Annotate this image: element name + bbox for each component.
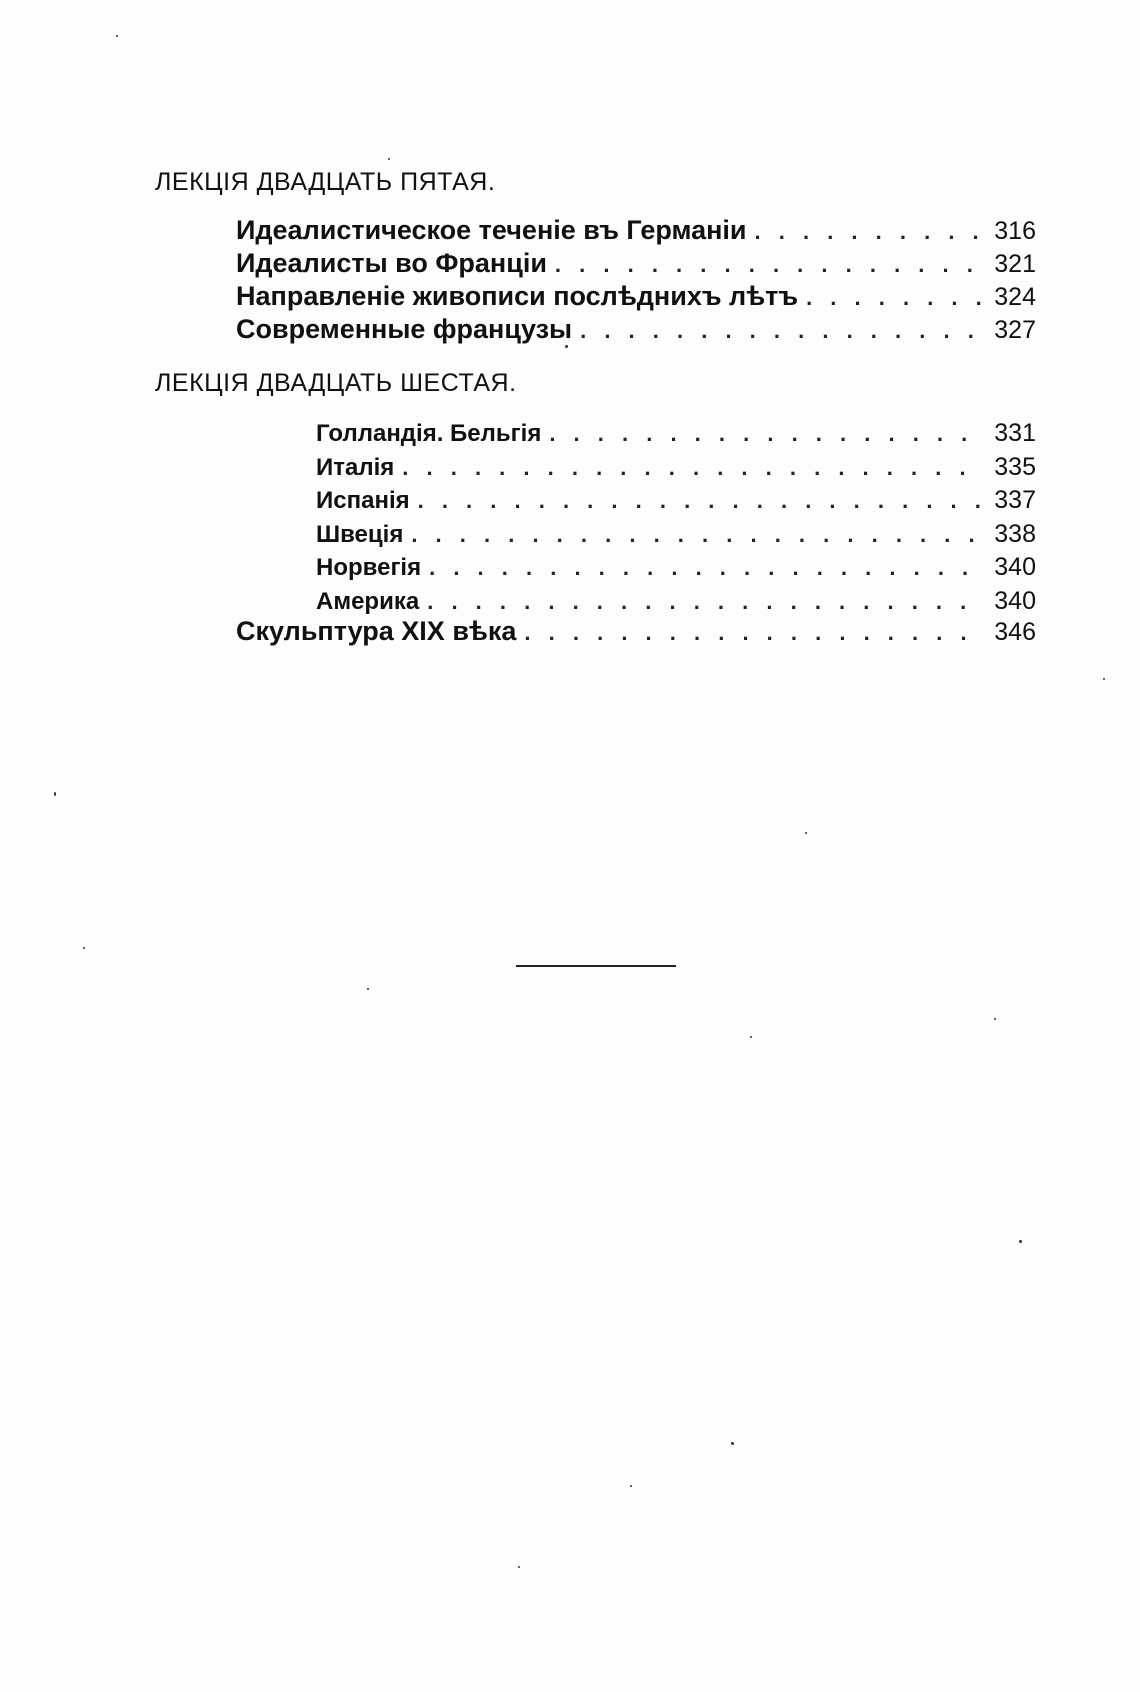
- toc-entry-page: 335: [994, 453, 1036, 481]
- scan-speck: [731, 1442, 734, 1445]
- dot-leader: [755, 219, 984, 245]
- toc-entry-title: Испанія: [316, 487, 410, 514]
- dot-leader: [555, 252, 984, 278]
- toc-entry: [316, 419, 1036, 448]
- scan-speck: [994, 1018, 996, 1020]
- toc-entry-title: Швеція: [316, 521, 404, 548]
- toc-entry: [316, 587, 1036, 616]
- toc-entry: [236, 215, 1036, 246]
- lecture-heading: ЛЕКЦІЯ ДВАДЦАТЬ ПЯТАЯ.: [155, 168, 496, 196]
- scan-speck: [83, 947, 85, 949]
- toc-entry-page: 346: [994, 618, 1036, 646]
- toc-entry: [236, 616, 1036, 647]
- dot-leader: [580, 318, 984, 344]
- toc-entry: [236, 248, 1036, 279]
- scan-speck: [805, 832, 807, 834]
- toc-entry-title: Идеалисты во Франціи: [236, 248, 547, 278]
- dot-leader: [402, 455, 984, 481]
- dot-leader: [418, 488, 984, 514]
- toc-entry: [316, 553, 1036, 582]
- toc-entry-page: 338: [994, 520, 1036, 548]
- toc-entry: [236, 314, 1036, 345]
- toc-entry: [316, 486, 1036, 515]
- scan-speck: [565, 345, 568, 348]
- scan-speck: [518, 1566, 520, 1568]
- toc-entry-title: Скульптура XIX вѣка: [236, 616, 517, 646]
- toc-entry-title: Голландія. Бельгія: [316, 420, 542, 447]
- toc-entry-title: Италія: [316, 454, 395, 481]
- scan-speck: [388, 158, 390, 160]
- dot-leader: [429, 555, 984, 581]
- scan-speck: [54, 792, 56, 796]
- toc-entry-page: 340: [994, 553, 1036, 581]
- toc-entry-page: 340: [994, 587, 1036, 615]
- scan-speck: [750, 1036, 752, 1038]
- dot-leader: [524, 620, 984, 646]
- toc-entry-title: Направленіе живописи послѣднихъ лѣтъ: [236, 281, 799, 311]
- toc-entry-title: Америка: [316, 588, 420, 615]
- toc-entry-page: 316: [994, 217, 1036, 245]
- toc-entry: [316, 453, 1036, 482]
- toc-entry: [316, 520, 1036, 549]
- toc-entry-title: Норвегія: [316, 554, 422, 581]
- toc-entry-page: 337: [994, 486, 1036, 514]
- lecture-heading: ЛЕКЦІЯ ДВАДЦАТЬ ШЕСТАЯ.: [155, 369, 517, 397]
- dot-leader: [549, 421, 984, 447]
- toc-entry-page: 321: [994, 250, 1036, 278]
- toc-entry-title: Современные французы: [236, 314, 573, 344]
- dot-leader: [411, 522, 984, 548]
- toc-entry-title: Идеалистическое теченіе въ Германіи: [236, 215, 747, 245]
- scan-speck: [367, 988, 369, 990]
- toc-entry-page: 327: [994, 316, 1036, 344]
- scan-speck: [1103, 678, 1105, 680]
- dot-leader: [427, 589, 984, 615]
- dot-leader: [806, 285, 984, 311]
- scan-speck: [1019, 1240, 1022, 1243]
- toc-entry-page: 331: [994, 419, 1036, 447]
- scan-speck: [630, 1485, 632, 1487]
- scan-speck: [116, 35, 118, 37]
- toc-entry: [236, 281, 1036, 312]
- toc-entry-page: 324: [994, 283, 1036, 311]
- section-divider: [516, 965, 676, 967]
